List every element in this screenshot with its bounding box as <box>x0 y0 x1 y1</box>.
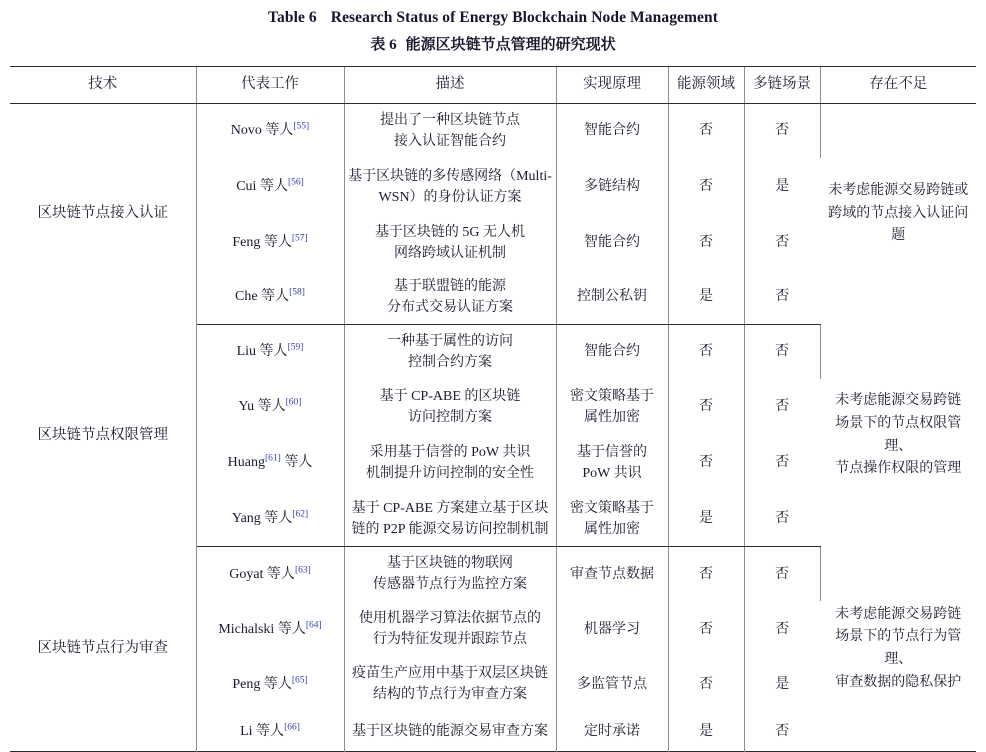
work-author: Michalski 等人 <box>218 621 306 637</box>
work-author: Goyat 等人 <box>229 566 295 582</box>
representative-work-cell <box>196 547 344 602</box>
text-line: 提出了一种区块链节点 <box>380 112 520 128</box>
energy-domain-cell: 是 <box>668 711 744 751</box>
work-author: Novo 等人 <box>230 123 294 139</box>
description-cell <box>344 158 556 216</box>
work-author: Li 等人 <box>240 723 285 739</box>
principle-cell <box>556 491 668 547</box>
caption-english <box>0 6 986 30</box>
energy-domain-cell: 否 <box>668 158 744 216</box>
limitation-cell <box>820 324 976 547</box>
table-row <box>10 324 976 379</box>
text-line: 基于信誉的 <box>577 444 647 460</box>
description-cell <box>344 435 556 491</box>
text-line: 未考虑能源交易跨链或 <box>828 183 969 199</box>
text-line: 疫苗生产应用中基于双层区块链 <box>352 666 548 682</box>
multichain-scenario-cell: 否 <box>775 723 790 739</box>
text-line: 访问控制方案 <box>408 409 492 425</box>
table-header <box>10 67 976 104</box>
text-line: 多链结构 <box>584 179 640 195</box>
energy-domain-cell: 否 <box>668 103 744 158</box>
text-line: 场景下的节点权限管理、 <box>835 415 962 454</box>
description-cell <box>344 324 556 379</box>
text-line: 智能合约 <box>584 123 640 139</box>
text-line: 智能合约 <box>584 344 640 360</box>
principle-cell <box>556 601 668 657</box>
description-cell <box>344 547 556 602</box>
caption-english-label: Table 6 <box>267 9 317 26</box>
representative-work-cell <box>196 435 344 491</box>
principle-cell <box>556 216 668 270</box>
energy-domain-cell: 否 <box>668 435 744 491</box>
principle-cell <box>556 547 668 602</box>
description-cell <box>344 657 556 711</box>
text-line: 密文策略基于 <box>570 388 654 404</box>
energy-domain-cell: 否 <box>668 601 744 657</box>
principle-cell <box>556 158 668 216</box>
representative-work-cell <box>196 158 344 216</box>
text-line: 使用机器学习算法依据节点的 <box>359 611 541 627</box>
text-line: 网络跨域认证机制 <box>394 245 506 261</box>
multichain-scenario-cell: 否 <box>744 491 820 547</box>
limitation-cell <box>820 547 976 752</box>
multichain-scenario-cell: 否 <box>744 103 820 158</box>
citation-reference[interactable]: [57] <box>291 233 308 244</box>
citation-reference[interactable]: [58] <box>289 287 305 298</box>
energy-domain-cell: 是 <box>668 270 744 325</box>
citation-reference[interactable]: [64] <box>305 620 322 631</box>
text-line: 基于区块链的物联网 <box>387 556 513 572</box>
principle-cell <box>556 324 668 379</box>
caption-chinese-title: 能源区块链节点管理的研究现状 <box>405 37 616 54</box>
work-author: Feng 等人 <box>232 235 292 251</box>
text-line: 链的 P2P 能源交易访问控制机制 <box>351 521 549 537</box>
text-line: PoW 共识 <box>582 465 642 481</box>
citation-reference[interactable]: [66] <box>284 721 300 732</box>
multichain-scenario-cell: 否 <box>775 399 790 415</box>
caption-chinese-label: 表 6 <box>370 37 397 54</box>
header-technology: 技术 <box>10 67 196 103</box>
header-energy-domain: 能源领域 <box>668 67 744 103</box>
multichain-scenario-cell: 否 <box>744 547 820 602</box>
multichain-scenario-cell: 是 <box>775 179 790 195</box>
header-multichain-scenario: 多链场景 <box>744 67 820 103</box>
text-line: 跨域的节点接入认证问题 <box>828 205 969 244</box>
text-line: 结构的节点行为审查方案 <box>373 687 527 703</box>
text-line: 分布式交易认证方案 <box>387 299 513 315</box>
work-author: Yu 等人 <box>238 399 286 415</box>
text-line: 定时承诺 <box>584 723 640 739</box>
text-line: 密文策略基于 <box>570 500 654 516</box>
table-caption <box>0 0 986 57</box>
representative-work-cell <box>196 270 344 325</box>
citation-reference[interactable]: [56] <box>287 177 304 188</box>
work-suffix: 等人 <box>280 455 313 471</box>
work-author: Liu 等人 <box>236 344 288 360</box>
description-cell <box>344 270 556 325</box>
description-cell <box>344 491 556 547</box>
citation-reference[interactable]: [62] <box>292 509 309 520</box>
text-line: 接入认证智能合约 <box>394 133 506 149</box>
representative-work-cell <box>196 103 344 158</box>
work-author: Peng 等人 <box>232 676 292 692</box>
research-status-table <box>10 66 976 752</box>
limitation-cell <box>820 103 976 324</box>
energy-domain-cell: 否 <box>668 547 744 602</box>
table-row <box>10 103 976 158</box>
multichain-scenario-cell: 是 <box>775 676 790 692</box>
energy-domain-cell: 否 <box>668 216 744 270</box>
representative-work-cell <box>196 657 344 711</box>
text-line: 多监管节点 <box>577 676 647 692</box>
principle-cell <box>556 711 668 751</box>
text-line: 审查节点数据 <box>570 566 654 582</box>
multichain-scenario-cell: 否 <box>775 235 790 251</box>
text-line: 基于 CP-ABE 方案建立基于区块 <box>351 500 549 516</box>
citation-reference[interactable]: [65] <box>291 675 308 686</box>
principle-cell <box>556 657 668 711</box>
header-row <box>10 67 976 103</box>
energy-domain-cell: 是 <box>668 491 744 547</box>
citation-reference[interactable]: [55] <box>293 121 310 132</box>
text-line: 采用基于信誉的 PoW 共识 <box>369 444 531 460</box>
text-line: 节点操作权限的管理 <box>835 461 962 477</box>
header-principle: 实现原理 <box>556 67 668 103</box>
multichain-scenario-cell: 否 <box>744 270 820 325</box>
text-line: 控制合约方案 <box>408 354 492 370</box>
description-cell <box>344 711 556 751</box>
principle-cell <box>556 270 668 325</box>
description-cell <box>344 601 556 657</box>
text-line: WSN）的身份认证方案 <box>378 189 522 205</box>
caption-english-title: Research Status of Energy Blockchain Node Management <box>330 9 719 26</box>
multichain-scenario-cell: 否 <box>775 621 790 637</box>
text-line: 行为特征发现并跟踪节点 <box>373 632 527 648</box>
technology-cell: 区块链节点权限管理 <box>10 324 196 547</box>
text-line: 基于联盟链的能源 <box>394 278 506 294</box>
representative-work-cell <box>196 711 344 751</box>
header-description: 描述 <box>344 67 556 103</box>
citation-reference[interactable]: [59] <box>287 342 304 353</box>
text-line: 属性加密 <box>584 409 640 425</box>
text-line: 智能合约 <box>584 235 640 251</box>
principle-cell <box>556 379 668 435</box>
work-author: Cui 等人 <box>236 179 288 195</box>
description-cell <box>344 216 556 270</box>
text-line: 机制提升访问控制的安全性 <box>366 465 534 481</box>
header-representative-work: 代表工作 <box>196 67 344 103</box>
representative-work-cell <box>196 601 344 657</box>
representative-work-cell <box>196 379 344 435</box>
principle-cell <box>556 435 668 491</box>
multichain-scenario-cell: 否 <box>775 455 790 471</box>
representative-work-cell <box>196 324 344 379</box>
text-line: 基于区块链的多传感网络（Multi- <box>348 168 552 184</box>
text-line: 基于区块链的能源交易审查方案 <box>352 723 548 739</box>
technology-cell: 区块链节点接入认证 <box>10 103 196 324</box>
multichain-scenario-cell: 否 <box>744 324 820 379</box>
citation-reference[interactable]: [60] <box>285 397 302 408</box>
text-line: 基于 CP-ABE 的区块链 <box>379 388 521 404</box>
energy-domain-cell: 否 <box>668 657 744 711</box>
table-body <box>10 103 976 751</box>
description-cell <box>344 103 556 158</box>
text-line: 传感器节点行为监控方案 <box>373 577 527 593</box>
representative-work-cell <box>196 216 344 270</box>
text-line: 一种基于属性的访问 <box>387 333 513 349</box>
text-line: 未考虑能源交易跨链 <box>835 393 962 409</box>
citation-reference[interactable]: [63] <box>294 565 311 576</box>
work-author: Che 等人 <box>235 289 290 305</box>
text-line: 场景下的节点行为管理、 <box>835 629 962 667</box>
citation-reference[interactable]: [61] <box>265 453 281 464</box>
work-author: Huang <box>227 455 265 471</box>
header-limitation: 存在不足 <box>820 67 976 103</box>
text-line: 未考虑能源交易跨链 <box>835 606 962 622</box>
representative-work-cell <box>196 491 344 547</box>
text-line: 基于区块链的 5G 无人机 <box>374 224 526 240</box>
work-author: Yang 等人 <box>231 511 293 527</box>
text-line: 机器学习 <box>584 621 640 637</box>
table-row <box>10 547 976 602</box>
description-cell <box>344 379 556 435</box>
energy-domain-cell: 否 <box>668 379 744 435</box>
text-line: 控制公私钥 <box>577 289 647 305</box>
energy-domain-cell: 否 <box>668 324 744 379</box>
text-line: 审查数据的隐私保护 <box>835 674 962 690</box>
caption-chinese <box>0 33 986 57</box>
principle-cell <box>556 103 668 158</box>
technology-cell: 区块链节点行为审查 <box>10 547 196 752</box>
text-line: 属性加密 <box>584 521 640 537</box>
